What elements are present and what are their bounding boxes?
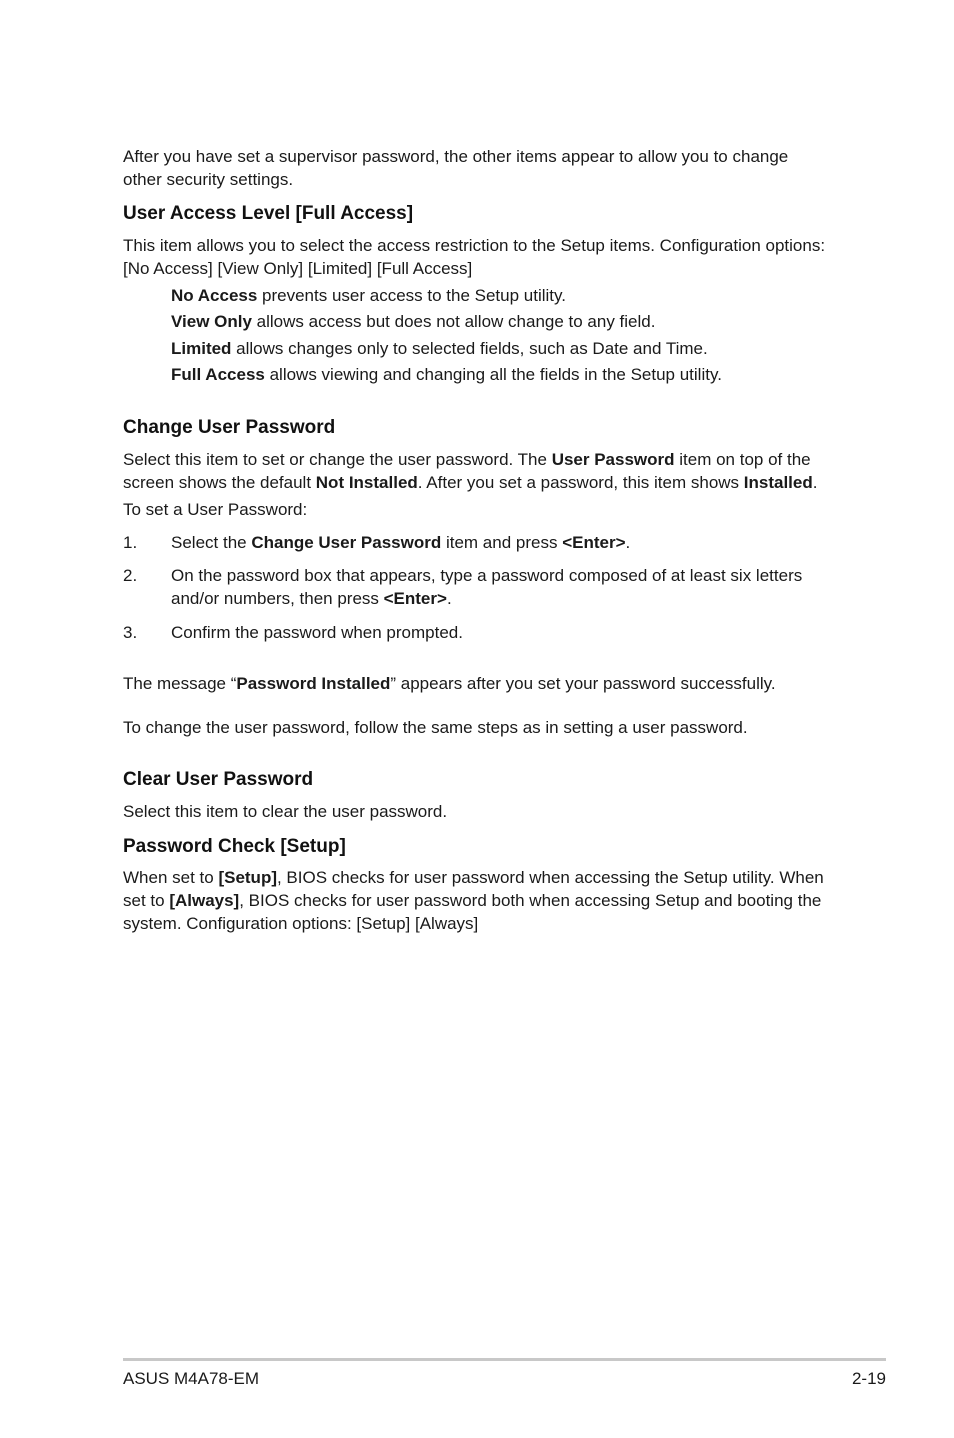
option-term: View Only	[171, 312, 252, 331]
change-password-heading: Change User Password	[123, 417, 336, 438]
step-3: Confirm the password when prompted.	[171, 623, 463, 642]
password-check-description	[123, 866, 843, 935]
step-number: 2.	[123, 566, 138, 585]
step-2	[171, 564, 831, 610]
clear-password-heading: Clear User Password	[123, 769, 314, 790]
password-installed-message: The message “Password Installed” appears after you set your password successfully.	[123, 674, 776, 693]
option-term: Limited	[171, 339, 232, 358]
password-check-line-2: set to [Always], BIOS checks for user password both when accessing Setup and booting the	[123, 891, 822, 910]
to-set-label: To set a User Password:	[123, 500, 308, 519]
option-term: No Access	[171, 286, 258, 305]
password-check-line-3: system. Configuration options: [Setup] [Always]	[123, 914, 479, 933]
footer-product-name: ASUS M4A78-EM	[123, 1369, 260, 1388]
step-2-line-1: On the password box that appears, type a password composed of at least six letters	[171, 566, 803, 585]
intro-line-1: After you have set a supervisor password, the other items appear to allow you to change	[123, 147, 789, 166]
option-term: Full Access	[171, 365, 265, 384]
option-full-access	[171, 363, 851, 386]
password-check-heading: Password Check [Setup]	[123, 836, 346, 857]
footer-divider	[123, 1358, 886, 1361]
option-view-only	[171, 310, 851, 333]
step-1: Select the Change User Password item and press <Enter>.	[171, 533, 631, 552]
change-password-note: To change the user password, follow the same steps as in setting a user password.	[123, 718, 748, 737]
clear-password-text: Select this item to clear the user password.	[123, 802, 448, 821]
option-limited	[171, 337, 851, 360]
option-no-access	[171, 284, 851, 307]
step-number: 1.	[123, 533, 138, 552]
intro-paragraph	[123, 145, 843, 191]
step-number: 3.	[123, 623, 138, 642]
change-password-description	[123, 448, 843, 494]
user-access-desc-line-2: [No Access] [View Only] [Limited] [Full Access]	[123, 259, 473, 278]
change-password-line-1: Select this item to set or change the user password. The User Password item on top of the	[123, 450, 811, 469]
option-text: allows viewing and changing all the fields in the Setup utility.	[264, 365, 722, 384]
footer-page-number: 2-19	[851, 1369, 886, 1388]
intro-line-2: other security settings.	[123, 170, 294, 189]
user-access-desc-line-1: This item allows you to select the access restriction to the Setup items. Configuration options:	[123, 236, 826, 255]
option-text: prevents user access to the Setup utility.	[257, 286, 566, 305]
option-text: allows changes only to selected fields, such as Date and Time.	[231, 339, 708, 358]
change-password-line-2: screen shows the default Not Installed. After you set a password, this item shows Installed.	[123, 473, 818, 492]
option-text: allows access but does not allow change to any field.	[251, 312, 656, 331]
step-2-line-2: and/or numbers, then press <Enter>.	[171, 589, 452, 608]
user-access-heading: User Access Level [Full Access]	[123, 203, 414, 224]
user-access-description	[123, 234, 843, 280]
password-check-line-1: When set to [Setup], BIOS checks for user password when accessing the Setup utility. When	[123, 868, 824, 887]
